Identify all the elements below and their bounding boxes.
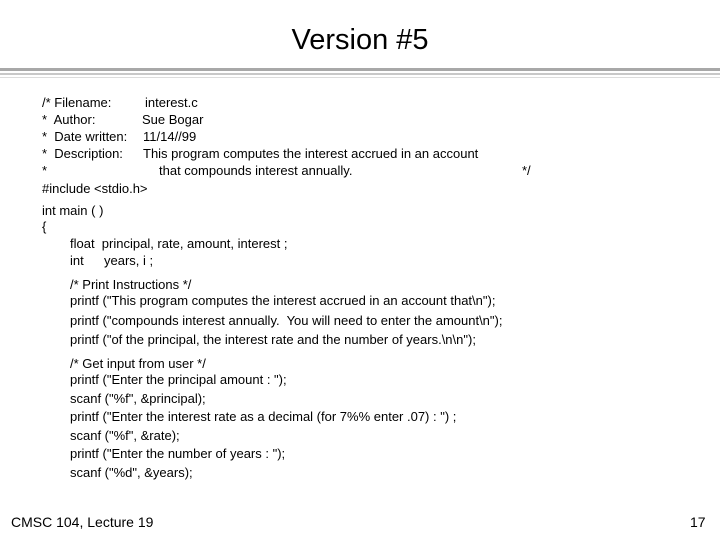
title-divider — [0, 73, 720, 75]
slide-title: Version #5 — [291, 24, 429, 56]
code-line: printf ("Enter the interest rate as a decimal (for 7%% enter .07) : ") ; — [70, 409, 457, 424]
declaration-line: float principal, rate, amount, interest ; — [70, 236, 288, 251]
comment-end: */ — [522, 163, 531, 178]
comment-label: * Author: — [42, 112, 96, 127]
comment-label: * Date written: — [42, 129, 128, 144]
code-line: printf ("Enter the number of years : "); — [70, 446, 286, 461]
code-comment: /* Print Instructions */ — [70, 277, 192, 292]
code-line: printf ("This program computes the interest accrued in an account that\n"); — [70, 293, 496, 308]
comment-label: * Description: — [42, 146, 123, 161]
include-line: #include <stdio.h> — [42, 181, 148, 196]
code-line: printf ("Enter the principal amount : "); — [70, 372, 287, 387]
footer-course: CMSC 104, Lecture 19 — [11, 514, 154, 530]
title-divider — [0, 68, 720, 71]
main-signature: int main ( ) — [42, 203, 104, 218]
code-line: scanf ("%d", &years); — [70, 465, 193, 480]
code-line: printf ("compounds interest annually. You will need to enter the amount\n"); — [70, 313, 503, 328]
comment-label: /* Filename: — [42, 95, 112, 110]
code-line: scanf ("%f", &rate); — [70, 428, 180, 443]
comment-value: interest.c — [145, 95, 198, 110]
declaration-type: int — [70, 253, 84, 268]
comment-value: Sue Bogar — [142, 112, 204, 127]
comment-value: that compounds interest annually. — [159, 163, 353, 178]
open-brace: { — [42, 219, 47, 234]
code-line: printf ("of the principal, the interest rate and the number of years.\n\n"); — [70, 332, 476, 347]
code-comment: /* Get input from user */ — [70, 356, 206, 371]
code-line: scanf ("%f", &principal); — [70, 391, 206, 406]
comment-label: * — [42, 163, 48, 178]
declaration-vars: years, i ; — [104, 253, 154, 268]
page-number: 17 — [690, 514, 706, 530]
comment-value: This program computes the interest accrued in an account — [143, 146, 479, 161]
comment-value: 11/14//99 — [143, 129, 197, 144]
title-divider — [0, 77, 720, 78]
